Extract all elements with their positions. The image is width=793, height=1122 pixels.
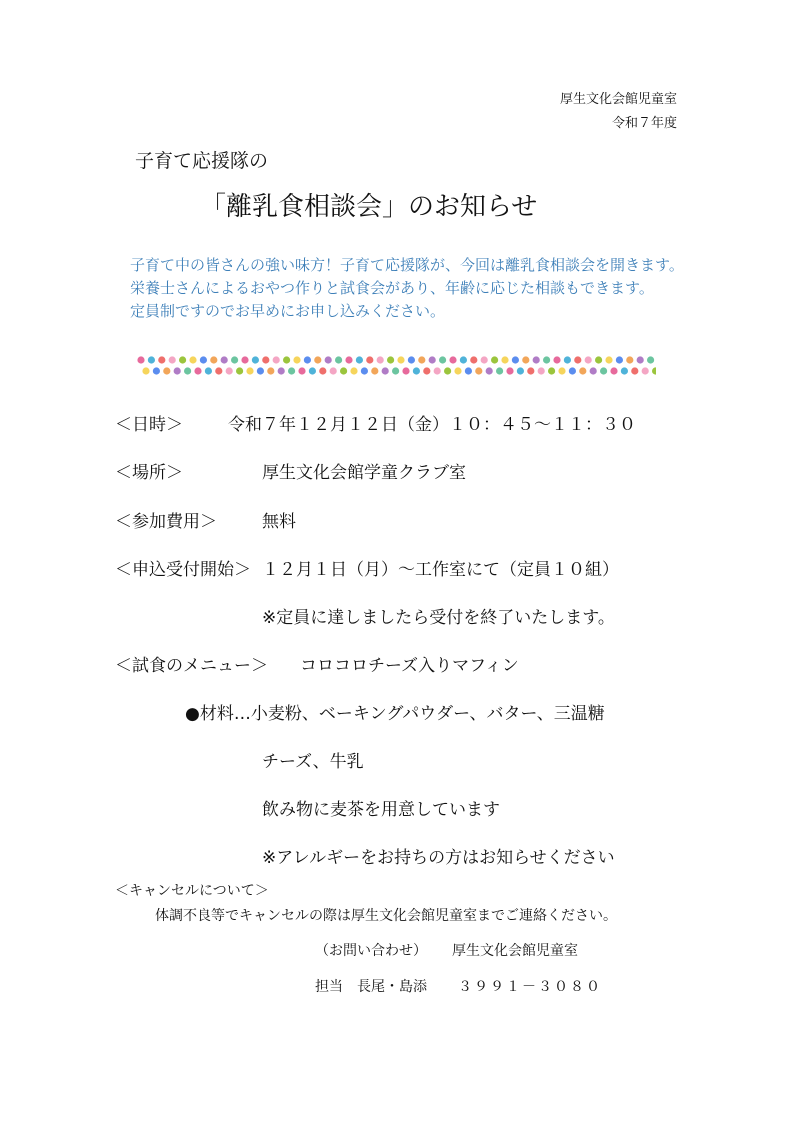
- decorative-dot: [423, 367, 430, 374]
- decorative-dot: [377, 356, 384, 363]
- decorative-dot: [475, 367, 482, 374]
- ingredients-line-2: チーズ、牛乳: [262, 752, 364, 772]
- decorative-dot: [553, 356, 560, 363]
- decorative-dot-border: [136, 354, 656, 378]
- decorative-dot: [283, 356, 290, 363]
- header-organization: 厚生文化会館児童室: [559, 92, 677, 107]
- decorative-dot: [637, 356, 644, 363]
- decorative-dot: [293, 356, 300, 363]
- decorative-dot: [600, 367, 607, 374]
- decorative-dot: [205, 367, 212, 374]
- decorative-dot: [506, 367, 513, 374]
- decorative-dot: [522, 356, 529, 363]
- decorative-dot: [465, 367, 472, 374]
- contact-phone: ３９９１－３０８０: [458, 979, 602, 995]
- decorative-dot: [189, 356, 196, 363]
- apply-note: ※定員に達しましたら受付を終了いたします。: [262, 608, 615, 628]
- decorative-dot: [574, 356, 581, 363]
- allergy-note: ※アレルギーをお持ちの方はお知らせください: [262, 848, 615, 868]
- decorative-dot: [595, 356, 602, 363]
- decorative-dot: [210, 356, 217, 363]
- decorative-dot: [631, 367, 638, 374]
- decorative-dot: [496, 367, 503, 374]
- decorative-dot: [512, 356, 519, 363]
- decorative-dot: [169, 356, 176, 363]
- decorative-dot: [439, 356, 446, 363]
- decorative-dot: [454, 367, 461, 374]
- decorative-dot: [585, 356, 592, 363]
- decorative-dot: [642, 367, 649, 374]
- decorative-dot: [434, 367, 441, 374]
- intro-line-1: 子育て中の皆さんの強い味方！子育て応援隊が、今回は離乳食相談会を開きます。: [130, 256, 684, 274]
- intro-line-3: 定員制ですのでお早めにお申し込みください。: [130, 302, 446, 320]
- decorative-dot: [626, 356, 633, 363]
- decorative-dot: [543, 356, 550, 363]
- contact-label: （お問い合わせ）: [315, 943, 427, 959]
- drink-note: 飲み物に麦茶を用意しています: [262, 800, 500, 820]
- decorative-dot: [252, 356, 259, 363]
- place-label: ＜場所＞: [115, 463, 183, 483]
- ingredients-line-1: ●材料…小麦粉、ベーキングパウダー、バター、三温糖: [185, 704, 605, 724]
- decorative-dot: [163, 367, 170, 374]
- decorative-dot: [616, 356, 623, 363]
- decorative-dot: [397, 356, 404, 363]
- decorative-dot: [325, 356, 332, 363]
- decorative-dot: [481, 356, 488, 363]
- decorative-dot: [527, 367, 534, 374]
- decorative-dot: [402, 367, 409, 374]
- cancel-text: 体調不良等でキャンセルの際は厚生文化会館児童室までご連絡ください。: [155, 908, 617, 924]
- decorative-dot: [148, 356, 155, 363]
- decorative-dot: [350, 367, 357, 374]
- decorative-dot: [221, 356, 228, 363]
- decorative-dot: [179, 356, 186, 363]
- decorative-dot: [652, 367, 656, 374]
- fee-label: ＜参加費用＞: [115, 512, 217, 532]
- decorative-dot: [319, 367, 326, 374]
- decorative-dot: [605, 356, 612, 363]
- decorative-dot: [610, 367, 617, 374]
- decorative-dot: [444, 367, 451, 374]
- decorative-dot: [392, 367, 399, 374]
- decorative-dot: [241, 356, 248, 363]
- decorative-dot: [579, 367, 586, 374]
- decorative-dot: [137, 356, 144, 363]
- decorative-dot: [200, 356, 207, 363]
- decorative-dot: [517, 367, 524, 374]
- decorative-dot: [226, 367, 233, 374]
- decorative-dot: [153, 367, 160, 374]
- decorative-dot: [569, 367, 576, 374]
- decorative-dot: [366, 356, 373, 363]
- fee-value: 無料: [262, 512, 296, 532]
- decorative-dot: [246, 367, 253, 374]
- decorative-dot: [267, 367, 274, 374]
- decorative-dot: [449, 356, 456, 363]
- decorative-dot: [304, 356, 311, 363]
- decorative-dot: [330, 367, 337, 374]
- decorative-dot: [429, 356, 436, 363]
- decorative-dot: [491, 356, 498, 363]
- intro-paragraph: [115, 254, 695, 323]
- decorative-dot: [194, 367, 201, 374]
- contact-organization: 厚生文化会館児童室: [452, 943, 578, 959]
- decorative-dot: [460, 356, 467, 363]
- decorative-dot: [548, 367, 555, 374]
- cancel-label: ＜キャンセルについて＞: [115, 883, 269, 899]
- decorative-dot: [340, 367, 347, 374]
- decorative-dot: [174, 367, 181, 374]
- decorative-dot: [538, 367, 545, 374]
- decorative-dot: [158, 356, 165, 363]
- decorative-dot: [558, 367, 565, 374]
- decorative-dot: [408, 356, 415, 363]
- decorative-dot: [273, 356, 280, 363]
- menu-value: コロコロチーズ入りマフィン: [300, 656, 519, 676]
- decorative-dot: [288, 367, 295, 374]
- title-pre: 子育て応援隊の: [135, 150, 269, 172]
- apply-label: ＜申込受付開始＞: [115, 560, 251, 580]
- decorative-dot: [314, 356, 321, 363]
- menu-label: ＜試食のメニュー＞: [115, 656, 268, 676]
- decorative-dot: [647, 356, 654, 363]
- decorative-dot: [345, 356, 352, 363]
- datetime-label: ＜日時＞: [115, 415, 183, 435]
- decorative-dot: [564, 356, 571, 363]
- decorative-dot: [309, 367, 316, 374]
- decorative-dot: [470, 356, 477, 363]
- page-title: 「離乳食相談会」のお知らせ: [200, 192, 538, 222]
- decorative-dot: [215, 367, 222, 374]
- decorative-dot: [371, 367, 378, 374]
- decorative-dot: [142, 367, 149, 374]
- decorative-dot: [298, 367, 305, 374]
- decorative-dot: [236, 367, 243, 374]
- decorative-dot: [184, 367, 191, 374]
- decorative-dot: [486, 367, 493, 374]
- decorative-dot: [382, 367, 389, 374]
- decorative-dot: [257, 367, 264, 374]
- apply-value: １２月１日（月）～工作室にて（定員１０組）: [262, 560, 619, 580]
- decorative-dot: [278, 367, 285, 374]
- datetime-value: 令和７年１２月１２日（金）１０：４５～１１：３０: [228, 415, 636, 435]
- header-fiscal-year: 令和７年度: [611, 116, 677, 131]
- decorative-dot: [356, 356, 363, 363]
- decorative-dot: [621, 367, 628, 374]
- decorative-dot: [387, 356, 394, 363]
- decorative-dot: [361, 367, 368, 374]
- decorative-dot: [590, 367, 597, 374]
- place-value: 厚生文化会館学童クラブ室: [262, 463, 466, 483]
- decorative-dot: [418, 356, 425, 363]
- decorative-dot: [501, 356, 508, 363]
- decorative-dot: [231, 356, 238, 363]
- decorative-dot: [335, 356, 342, 363]
- intro-line-2: 栄養士さんによるおやつ作りと試食会があり、年齢に応じた相談もできます。: [130, 279, 654, 297]
- decorative-dot: [413, 367, 420, 374]
- decorative-dot: [533, 356, 540, 363]
- contact-staff: 担当 長尾・島添: [315, 979, 427, 995]
- decorative-dot: [262, 356, 269, 363]
